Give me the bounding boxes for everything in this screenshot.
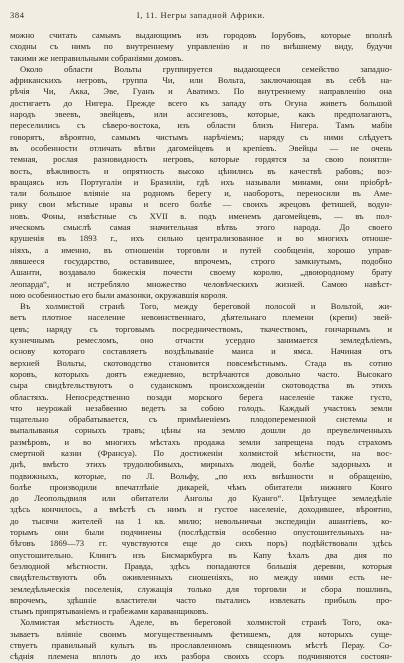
text-line: темная, рослая разновидность негровъ, которые гордятся за свою понятли- — [10, 154, 392, 165]
text-line: такими же неправильными собраніями домовъ. — [10, 52, 184, 63]
text-line: рѣчія Чи, Акка, Эве, Гуанъ и Аватимэ. По внутреннему направленію она — [10, 86, 392, 97]
text-line: Холмистая мѣстность Аделе, въ береговой холмистой странѣ Того, ока- — [20, 617, 392, 628]
text-line: новъ. Фоны, извѣстные съ XVII в. подъ именемъ дагомейцевъ, — въ пол- — [10, 210, 392, 221]
text-line: крушенія въ 1893 г., ихъ сильно централизованное и во многихъ отноше- — [10, 233, 392, 244]
text-line: можно считать самымъ выдающимъ изъ городовъ Іорубовъ, которые вполнѣ — [10, 30, 392, 40]
text-line: подвижныхъ, которые, по Л. Вольфу, „по ихъ внѣшности и обращенію, — [10, 470, 392, 481]
text-line: стымъ припрятываніемъ и грабежами караванщиковъ. — [10, 606, 209, 617]
text-line: до тысячи жителей на 1 кв. милю; невольничьи экспедиціи ашантіевъ, ко- — [10, 515, 392, 526]
text-line: размѣровъ, и во многихъ мѣстахъ продажа земли запрещена подъ страхомъ — [10, 436, 392, 447]
text-line: Около области Вольты группируется выдающееся семейство западно- — [20, 63, 392, 74]
text-line: въ особенности отличать вѣтви дагомейцевъ и крепіевъ. Эвейцы — не очень — [10, 142, 392, 153]
text-line: безлюдной мѣстности. Правда, здѣсь попадаются большія деревни, которыя — [10, 560, 392, 571]
text-line: цевъ; наряду съ торговымъ посредничествомъ, ткачествомъ, гончарнымъ и — [10, 323, 392, 334]
text-line: областяхъ. Непосредственно позади морского берега населеніе также густо, — [10, 391, 392, 402]
text-line: впрочемъ, здѣшніе властители часто пытались извлекать прибыль про- — [10, 594, 392, 605]
text-line: до Леопольдвиля или обитатели Анголы до Куанго“. Цвѣтущее земледѣліе — [10, 493, 392, 504]
text-line: выпалыванья сорныхъ травъ; цѣны на землю дошли до преувеличенныхъ — [10, 425, 392, 436]
text-line: ическомъ смыслѣ самая значительная вѣтвь этого народа. До своего — [10, 222, 392, 233]
text-line: смертной казни (Франсуа). По достиженіи холмистой мѣстности, на вос- — [10, 447, 392, 458]
text-line: вость, вѣжливость и опрятность высоко цѣнились въ качествѣ рабовъ; воз- — [10, 165, 392, 176]
text-line: тали большое вліяніе на родномъ берегу и, наоборотъ, переносили въ Аме- — [10, 188, 392, 199]
text-line: рику свои мѣстные нравы и всего болѣе — своихъ жрецовъ фетишей, водун- — [10, 199, 392, 210]
running-head: I, 11. Негры западной Африки. — [136, 10, 266, 20]
text-line: что неурожай незабвенно ведетъ за собою голодъ. Каждый участокъ земли — [10, 402, 392, 413]
text-line: переселились съ сѣверо-востока, изъ области близъ Нигера. Тамъ мабіи — [10, 120, 392, 131]
body-text — [10, 30, 392, 663]
text-line: земледѣльческія поселенія, служащія только для торговли и сбора пошлинъ, — [10, 583, 392, 594]
page-number: 384 — [10, 10, 25, 20]
text-line: тщательно обрабатывается, съ примѣненіемъ плодопеременной системы и — [10, 414, 392, 425]
text-line: вращаясь изъ Португаліи и Бразиліи, гдѣ ихъ называли минами, они пріобрѣ- — [10, 176, 392, 187]
text-line: леопарда“, и истребляло множество человѣческихъ жизней. Самою навѣст- — [10, 278, 392, 289]
text-line: кузнечнымъ ремесломъ, оно отчасти усердно занимается земледѣліемъ, — [10, 335, 392, 346]
text-line: ніяхъ, а именно, въ отношеніи торговли и путей сообщенія, хорошо управ- — [10, 244, 392, 255]
text-line: ною особенностью его были амазонки, окружавшія короля. — [10, 289, 228, 300]
text-line: достигаетъ до Нигера. Прежде всего къ западу отъ Огуна живетъ большой — [10, 97, 392, 108]
text-line: африканскихъ негровъ, группа Чи, или Вольта, заключающая въ себѣ на- — [10, 75, 392, 86]
text-line: сходны съ нимъ по внутреннему управленію и по внѣшнему виду, будучи — [10, 41, 392, 52]
text-line: говорятъ, вѣроятно, самымъ чистымъ нарѣчіемъ; наряду съ ними слѣдуетъ — [10, 131, 392, 142]
text-line: свидѣтельствуютъ объ оживленныхъ сношеніяхъ, но между ними есть не- — [10, 572, 392, 583]
text-line: болѣе производили впечатлѣніе дикарей, чѣмъ обитатели нижняго Конго — [10, 481, 392, 492]
text-line: коровъ, которыхъ доятъ ежедневно, встрѣчаются довольно часто. Высокаго — [10, 368, 392, 379]
text-line: Въ холмистой странѣ Того, между береговой полосой и Вольтой, жи- — [20, 301, 392, 312]
text-line: бѣговъ 1869—73 гг. чувствуются еще до сихъ поръ) подѣйствовали здѣсь — [10, 538, 392, 549]
text-line: здѣсь кончилось, а вмѣстѣ съ нимъ и густое населеніе, доходившее, вѣроятно, — [10, 504, 392, 515]
text-line: народъ эвеевъ, эвейцевъ, или ассигезовъ, которые, какъ предполагаютъ, — [10, 109, 392, 120]
text-line: Ашанти, воздавало божескія почести своему королю, „двоюродному брату — [10, 267, 392, 278]
text-line: ветъ плотное население невоинственнаго, дѣятельнаго племени (крепи) эвей- — [10, 312, 392, 323]
text-line: верхней Вольты, скотоводство становится повсемѣстнымъ. Стада въ сотню — [10, 357, 392, 368]
text-line: основу котораго составляетъ воздѣлываніе маиса и ямса. Начиная отъ — [10, 346, 392, 357]
text-line: опустошительно. Клингъ изъ Бисмаркбурга въ Капу ѣхалъ два дня по — [10, 549, 392, 560]
text-line: днѣ, вмѣсто этихъ трудолюбивыхъ, мирныхъ людей, болѣе задорныхъ и — [10, 459, 392, 470]
text-line: ствуетъ правильный культъ въ прославленномъ священномъ мѣстѣ Перау. Со- — [10, 640, 392, 651]
text-line: сѣднія племена вплоть до ихъ разбора своихъ ссоръ подчиняются состоян- — [10, 651, 392, 662]
text-line: зываетъ вліяніе своимъ могущественнымъ фетишемъ, для которыхъ суще- — [10, 628, 392, 639]
page-header — [10, 10, 392, 24]
text-line: сыра свидѣтельствуютъ о суданскомъ происхожденіи скотоводства въ этихъ — [10, 380, 392, 391]
text-line: лявшееся государство, оставившее, впрочемъ, строго замкнутымъ, подобно — [10, 255, 392, 266]
text-line: торымъ они были подчинены (послѣдствія особенно опустошительныхъ на- — [10, 527, 392, 538]
